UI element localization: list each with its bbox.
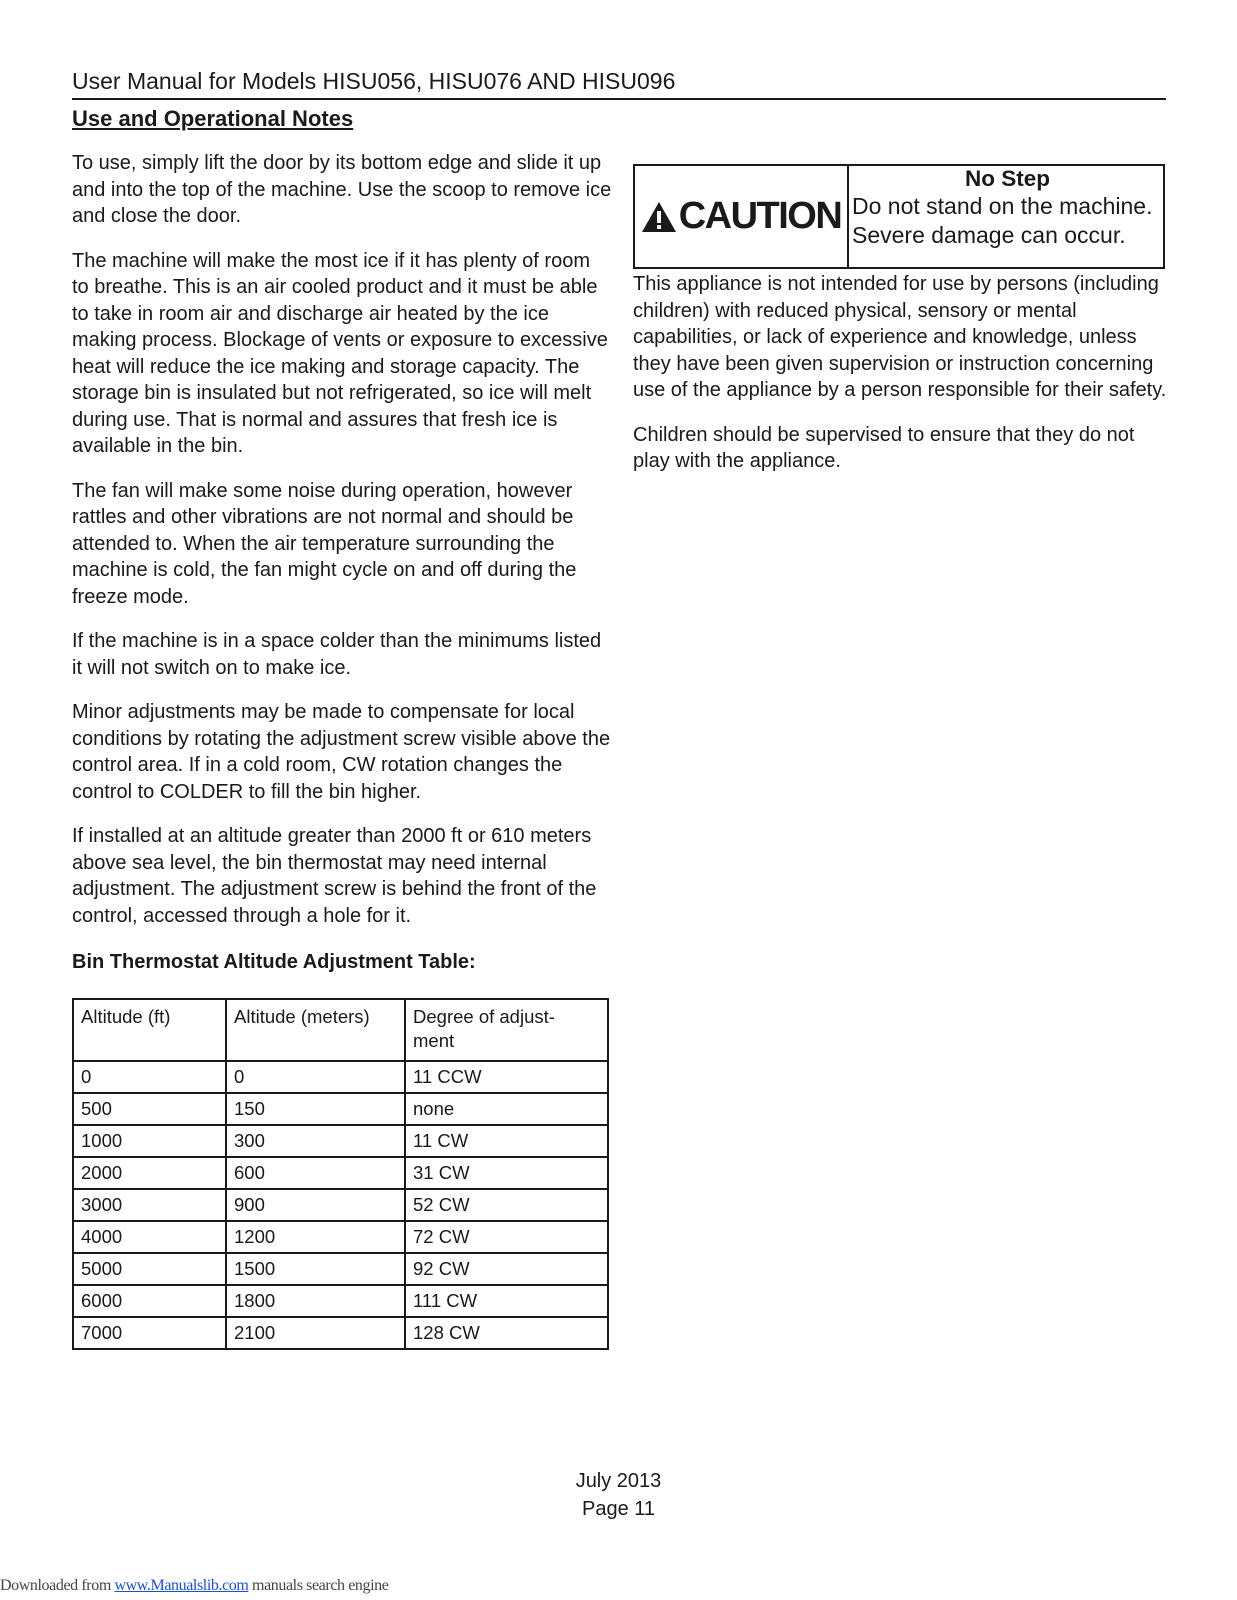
download-suffix: manuals search engine bbox=[248, 1577, 389, 1594]
caution-box bbox=[633, 164, 1165, 269]
altitude-table bbox=[72, 998, 609, 1350]
header-cell: Degree of adjust- ment bbox=[405, 999, 608, 1061]
table-cell: 5000 bbox=[73, 1253, 226, 1285]
paragraph: If the machine is in a space colder than the minimums listed it will not switch on to make ice. bbox=[72, 630, 602, 679]
table-cell: 600 bbox=[226, 1157, 405, 1189]
caution-heading: No Step bbox=[964, 166, 1050, 191]
paragraph: This appliance is not intended for use by persons (including children) with reduced physical, sensory or mental capabilities, or lack of experience and knowledge, unless they have been given supervision or instruction concerning use of the appliance by a person responsible for their safety. bbox=[633, 273, 1167, 401]
paragraph: Children should be supervised to ensure that they do not play with the appliance. bbox=[633, 423, 1135, 472]
section-title: Use and Operational Notes bbox=[72, 106, 354, 131]
caution-line: Severe damage can occur. bbox=[852, 222, 1126, 248]
table-body bbox=[73, 1061, 608, 1349]
table-header-row bbox=[73, 999, 608, 1061]
table-row bbox=[73, 1253, 608, 1285]
paragraph: If installed at an altitude greater than 2000 ft or 610 meters above sea level, the bin thermostat may need internal adjustment. The adjustment screw is behind the front of the control, accessed through a hole for it. bbox=[72, 825, 597, 927]
table-cell: 3000 bbox=[73, 1189, 226, 1221]
caution-text: CAUTION bbox=[678, 195, 842, 237]
table-cell: 1800 bbox=[226, 1285, 405, 1317]
download-note bbox=[0, 1577, 388, 1595]
header-cell: Altitude (meters) bbox=[226, 999, 405, 1061]
caution-label bbox=[641, 195, 842, 238]
table-row bbox=[73, 1125, 608, 1157]
caution-label-cell bbox=[635, 166, 849, 267]
table-cell: 0 bbox=[73, 1061, 226, 1093]
warning-triangle-icon bbox=[641, 201, 677, 233]
caution-message bbox=[849, 166, 1163, 267]
right-column bbox=[633, 271, 1173, 493]
footer-date: July 2013 bbox=[575, 1470, 662, 1492]
table-cell: 31 CW bbox=[405, 1157, 608, 1189]
table-row bbox=[73, 1317, 608, 1349]
page-footer bbox=[0, 1467, 1237, 1523]
table-cell: 7000 bbox=[73, 1317, 226, 1349]
table-cell: none bbox=[405, 1093, 608, 1125]
table-row bbox=[73, 1061, 608, 1093]
table-row bbox=[73, 1093, 608, 1125]
caution-line: Do not stand on the machine. bbox=[852, 193, 1153, 219]
table-title: Bin Thermostat Altitude Adjustment Table: bbox=[72, 951, 476, 973]
page-header: User Manual for Models HISU056, HISU076 AND HISU096 bbox=[72, 66, 1166, 100]
table-cell: 500 bbox=[73, 1093, 226, 1125]
table-row bbox=[73, 1285, 608, 1317]
table-row bbox=[73, 1189, 608, 1221]
table-cell: 1500 bbox=[226, 1253, 405, 1285]
table-cell: 2000 bbox=[73, 1157, 226, 1189]
paragraph: Minor adjustments may be made to compensate for local conditions by rotating the adjustment screw visible above the control area. If in a cold room, CW rotation changes the control to COLDER to fill the bin higher. bbox=[72, 701, 611, 803]
table-cell: 6000 bbox=[73, 1285, 226, 1317]
table-cell: 11 CW bbox=[405, 1125, 608, 1157]
manualslib-link[interactable]: www.Manualslib.com bbox=[114, 1577, 249, 1594]
table-cell: 111 CW bbox=[405, 1285, 608, 1317]
table-cell: 128 CW bbox=[405, 1317, 608, 1349]
table-cell: 2100 bbox=[226, 1317, 405, 1349]
table-cell: 1200 bbox=[226, 1221, 405, 1253]
page-number: Page 11 bbox=[581, 1498, 656, 1520]
table-cell: 4000 bbox=[73, 1221, 226, 1253]
table-cell: 52 CW bbox=[405, 1189, 608, 1221]
download-prefix: Downloaded from bbox=[0, 1577, 115, 1594]
table-row bbox=[73, 1157, 608, 1189]
table-cell: 900 bbox=[226, 1189, 405, 1221]
table-cell: 150 bbox=[226, 1093, 405, 1125]
table-cell: 11 CCW bbox=[405, 1061, 608, 1093]
table-cell: 300 bbox=[226, 1125, 405, 1157]
table-cell: 92 CW bbox=[405, 1253, 608, 1285]
paragraph: To use, simply lift the door by its bottom edge and slide it up and into the top of the machine. Use the scoop to remove ice and close the door. bbox=[72, 152, 612, 227]
table-cell: 72 CW bbox=[405, 1221, 608, 1253]
paragraph: The fan will make some noise during operation, however rattles and other vibrations are not normal and should be attended to. When the air temperature surrounding the machine is cold, the fan might cycle on and off during the freeze mode. bbox=[72, 479, 577, 608]
table-row bbox=[73, 1221, 608, 1253]
header-cell: Altitude (ft) bbox=[73, 999, 226, 1061]
paragraph: The machine will make the most ice if it has plenty of room to breathe. This is an air cooled product and it must be able to take in room air and discharge air heated by the ice making process. Blockage of vents or exposure to excessive heat will reduce the ice making and storage capacity. The storage bin is insulated but not refrigerated, so ice will melt during use. That is normal and assures that fresh ice is available in the bin. bbox=[72, 249, 608, 457]
table-cell: 0 bbox=[226, 1061, 405, 1093]
table-cell: 1000 bbox=[73, 1125, 226, 1157]
left-column bbox=[72, 150, 612, 1350]
